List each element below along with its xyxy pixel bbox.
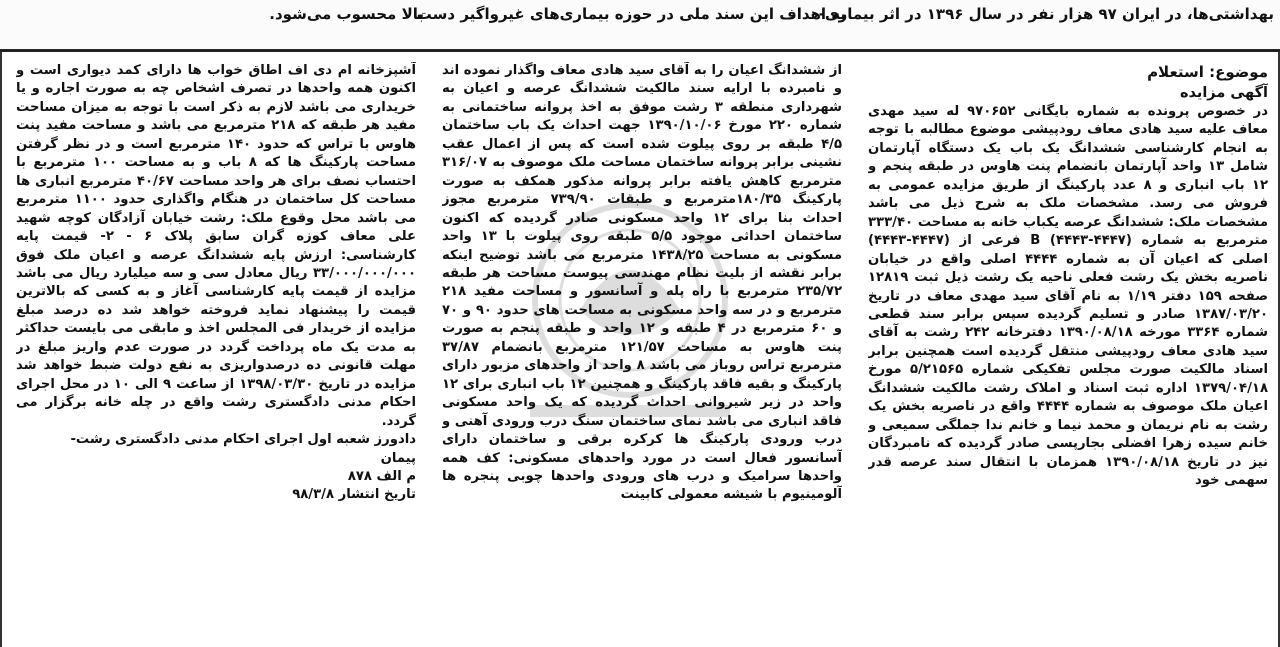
notice-title: آگهی مزایده: [1179, 85, 1268, 101]
column-middle-text: از ششدانگ اعیان را به آقای سید هادی معاف واگذار نموده اند و نامبرده با ارایه سند مالکیت ششدانگ عرصه و اعیان به شهرداری منطقه ۳ رشت موفق به اخذ پروانه ساختمانی به شماره ۲۲۰ مورخ ۱۳۹۰/۱۰/۰۶ جهت احداث یک باب ساختمان ۴/۵ طبقه بر روی پیلوت شده است که پس از اعمال عقب نشینی برابر پروانه ساختمان مساحت ملک موصوف به ۳۱۶/۰۷ مترمربع کاهش یافته برابر پروانه مذکور همکف به صورت پارکینگ ۱۸۰/۳۵مترمربع و طبقات ۷۳۹/۹۰ مترمربع مجوز احداث بنا برای ۱۲ واحد مسکونی صادر گردیده که اکنون ساختمان احداثی موجود ۵/۵ طبقه روی پیلوت با ۱۳ واحد مسکونی به مساحت ۱۴۳۸/۲۵ مترمربع می باشد توضیح اینکه برابر نقشه از بلیت نظام مهندسی پیوست مساحت هر طبقه ۲۳۵/۷۲ مترمربع با راه پله و آسانسور و مساحت مفید ۲۱۸ مترمربع و در سه واحد مسکونی به مساحت های حدود ۹۰ و ۷۰ و ۶۰ مترمربع در ۴ طبقه و ۱۲ واحد و طبقه پنجم به صورت پنت هاوس به مساحت ۱۲۱/۵۷ مترمربع بانضمام ۳۷/۸۷ مترمربع تراس روباز می باشد ۸ واحد از واحدهای مزبور دارای پارکینگ و بقیه فاقد پارکینگ و همچنین ۱۲ باب انباری برای ۱۲ واحد در زیر شیروانی احداث گردیده که یک واحد مسکونی فاقد انباری می باشد نمای ساختمان سنگ درب ورودی آهنی و درب ورودی پارکینگ ها کرکره برقی و ساختمان دارای آسانسور فعال است در مورد واحدهای مسکونی: کف همه واحدها سرامیک و درب های ورودی واحدها چوبی پنجره ها آلومینیوم با شیشه معمولی کابینت: [442, 63, 842, 503]
notice-column-left: [16, 62, 416, 622]
strip-text-middle: به اهداف این سند ملی در حوزه بیماری‌های غیرواگیر دست: [416, 5, 846, 23]
strip-text-left: بالا محسوب می‌شود.: [269, 5, 424, 23]
signature-name: پیمان: [380, 450, 416, 466]
previous-article-strip: [0, 0, 1280, 52]
column-left-text: آشپزخانه ام دی اف اطاق خواب ها دارای کمد دیواری است و اکنون همه واحدها در تصرف اشخاص چه به صورت اجاره و یا خریداری می باشد لازم به ذکر است با توجه به میزان مساحت مفید هر طبقه که ۲۱۸ مترمربع می باشد و مساحت مفید پنت هاوس با تراس که حدود ۱۴۰ مترمربع است و در نظر گرفتن مساحت پارکینگ ها که ۸ باب و به مساحت ۱۰۰ مترمربع با احتساب نصف برای هر واحد مساحت ۴۰/۶۷ مترمربع انباری ها مساحت کل ساختمان در هنگام واگذاری حدود ۱۱۰۰ مترمربع می باشد محل وقوع ملک: رشت خیابان آزادگان کوچه شهید علی معاف کوزه گران سابق پلاک ۶ - ۲- قیمت پایه کارشناسی: ارزش پایه ششدانگ عرصه و اعیان ملک فوق ۳۳/۰۰۰/۰۰۰/۰۰۰ ریال معادل سی و سه میلیارد ریال می باشد مزایده از قیمت پایه کارشناسی آغاز و به کسی که بالاترین قیمت را پیشنهاد نماید فروخته خواهد شد ده درصد مبلغ مزایده از خریدار فی المجلس اخذ و مابقی می بایست حداکثر به مدت یک ماه پرداخت گردد در صورت عدم واریز مبلغ در مهلت قانونی ده درصدواریزی به نفع دولت ضبط خواهد شد مزایده در تاریخ ۱۳۹۸/۰۳/۳۰ از ساعت ۹ الی ۱۰ در محل اجرای احکام مدنی دادگستری رشت واقع در چله خانه برگزار می گردد.: [16, 63, 416, 429]
column-right-text: در خصوص پرونده به شماره بایگانی ۹۷۰۶۵۲ له سید مهدی معاف علیه سید هادی معاف رودپیشی موضوع مطالبه با توجه به انجام کارشناسی ششدانگ یک باب یک دستگاه آپارتمان شامل ۱۳ واحد آپارتمان بانضمام پنت هاوس در طبقه پنجم و ۱۲ باب انباری و ۸ عدد پارکینگ از طریق مزایده عمومی به فروش می رسد. مشخصات ملک به شرح ذیل می باشد مشخصات ملک: ششدانگ عرصه یکباب خانه به مساحت ۳۳۳/۴۰ مترمربع به شماره (۴۴۴۷-۴۴۴۳) B فرعی از (۴۴۴۷-۴۴۴۳) اصلی که اعیان آن به شماره ۴۴۴۴ اصلی واقع در خیابان ناصریه بخش یک رشت فعلی ناحیه یک رشت ذیل ثبت ۱۲۸۱۹ صفحه ۱۵۹ دفتر ۱/۱۹ به نام آقای سید مهدی معاف در تاریخ ۱۳۸۷/۰۳/۲۰ صادر و تسلیم گردیده سپس برابر سند قطعی شماره ۳۳۶۴ مورخه ۱۳۹۰/۰۸/۱۸ دفترخانه ۲۴۲ رشت به آقای سید هادی معاف رودپیشی منتقل گردیده است همچنین برابر اسناد مالکیت صورت مجلس تفکیکی شماره ۵/۲۱۵۶۵ مورخ ۱۳۷۹/۰۴/۱۸ اداره ثبت اسناد و املاک رشت مالکیت ششدانگ اعیان ملک موصوف به شماره ۴۴۴۴ واقع در ناصریه بخش یک رشت به نام نریمان و محمد نیما و خانم ندا جملگی سمیعی و خانم سیده زهرا افضلی بجارپسی صادر گردیده که نامبردگان نیز در تاریخ ۱۳۹۰/۰۸/۱۸ همزمان با انتقال سند عرصه قدر سهمی خود: [868, 104, 1268, 489]
notice-subject: موضوع: استعلام: [1147, 63, 1268, 81]
signature-line: دادورز شعبه اول اجرای احکام مدنی دادگستری رشت-: [70, 432, 416, 448]
notice-code: م الف ۸۷۸: [347, 468, 416, 484]
notice-column-right: [868, 62, 1268, 642]
publish-date: تاریخ انتشار ۹۸/۳/۸: [292, 487, 416, 503]
strip-text-right: بهداشتی‌ها، در ایران ۹۷ هزار نفر در سال ۱۳۹۶ در اثر بیماری-: [818, 5, 1274, 23]
notice-column-middle: [442, 62, 842, 647]
